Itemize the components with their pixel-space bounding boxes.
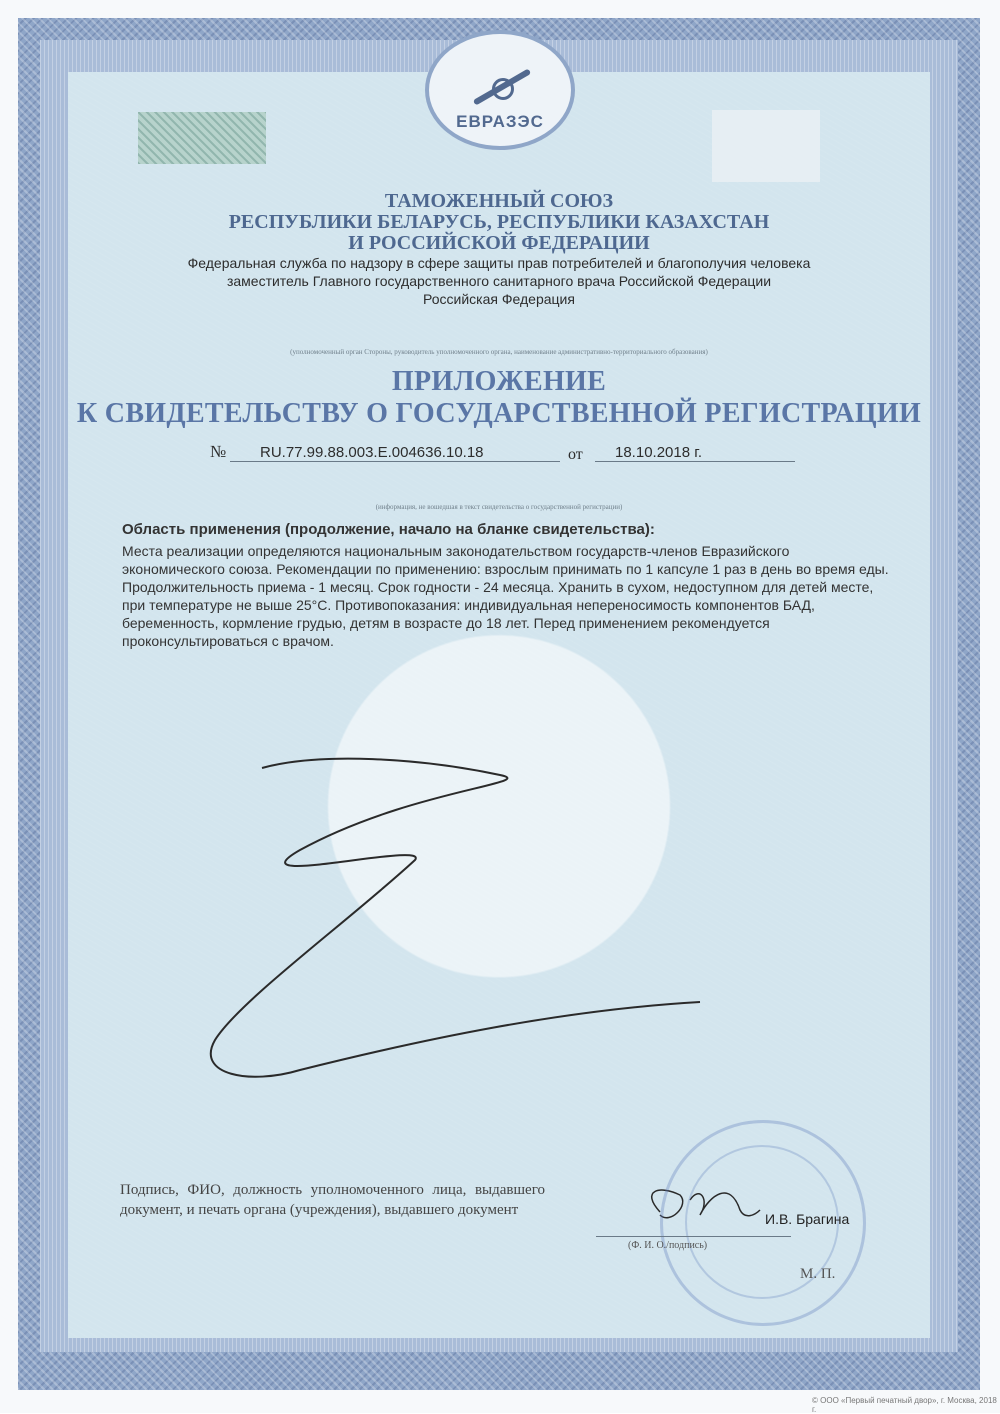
signature-line: [596, 1236, 791, 1237]
agency-line-3: Российская Федерация: [423, 291, 575, 307]
signature-caption: (Ф. И. О./подпись): [628, 1240, 708, 1251]
info-caption: (информация, не вошедшая в текст свидетельства о государственной регистрации): [375, 503, 623, 511]
signatory-name: И.В. Брагина: [765, 1211, 850, 1227]
signature-label: Подпись, ФИО, должность уполномоченного лица, выдавшего документ, и печать органа (учреждения), выдавшего документ: [120, 1182, 545, 1218]
application-text: Места реализации определяются национальным законодательством государств-членов Евразийского экономического союза. Рекомендации по применению: взрослым принимать по 1 капсуле 1 раз в день во время еды. Продолжительность приема - 1 месяц. Срок годности - 24 месяца. Хранить в сухом, недоступном для детей месте, при температуре не выше 25°С. Противопоказания: индивидуальная непереносимость компонентов БАД, беременность, кормление грудью, детям в возрасте до 18 лет. Перед применением рекомендуется проконсультироваться с врачом.: [122, 543, 889, 649]
union-line-1: ТАМОЖЕННЫЙ СОЮЗ: [384, 190, 614, 212]
application-heading: Область применения (продолжение, начало на бланке свидетельства):: [122, 521, 655, 538]
registration-date: 18.10.2018 г.: [595, 444, 795, 462]
agency-line-1: Федеральная служба по надзору в сфере защиты прав потребителей и благополучия человека: [187, 255, 811, 271]
seal-mark: М. П.: [800, 1266, 836, 1282]
registration-number: RU.77.99.88.003.E.004636.10.18: [230, 444, 560, 462]
authority-caption: (уполномоченный орган Стороны, руководитель уполномоченного органа, наименование административно-территориального образования): [290, 348, 708, 356]
logo-text: ЕВРАЗЭС: [456, 112, 544, 131]
title-line-1: ПРИЛОЖЕНИЕ: [391, 366, 607, 397]
number-sign: №: [210, 442, 227, 461]
union-line-2: РЕСПУБЛИКИ БЕЛАРУСЬ, РЕСПУБЛИКИ КАЗАХСТАН: [228, 211, 770, 233]
printer-credit: © ООО «Первый печатный двор», г. Москва, 2018 г.: [812, 1396, 997, 1414]
union-line-3: И РОССИЙСКОЙ ФЕДЕРАЦИИ: [348, 232, 650, 254]
agency-line-2: заместитель Главного государственного санитарного врача Российской Федерации: [226, 273, 772, 289]
from-label: от: [568, 446, 583, 463]
title-line-2: К СВИДЕТЕЛЬСТВУ О ГОСУДАРСТВЕННОЙ РЕГИСТРАЦИИ: [76, 398, 922, 429]
